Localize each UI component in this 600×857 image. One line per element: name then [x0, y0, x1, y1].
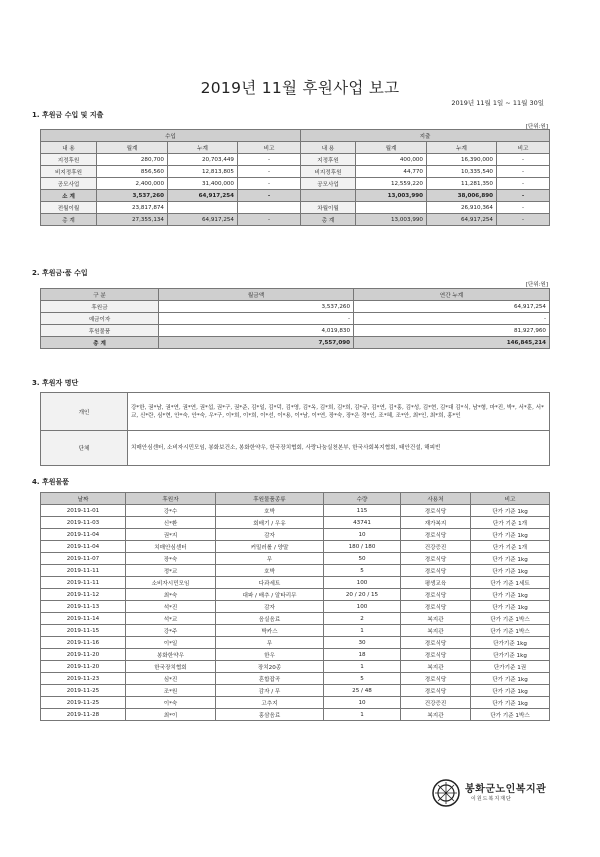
cell: 115	[324, 505, 401, 517]
cell: 단가 기준 1박스	[471, 613, 550, 625]
col-header: 내 용	[301, 142, 356, 154]
cell: 예금이자	[41, 313, 159, 325]
cell: 단가 기준 1kg	[471, 565, 550, 577]
cell: -	[238, 214, 301, 226]
col-header: 월금액	[159, 289, 354, 301]
group-donors: 치매안심센터, 소비자시민모임, 봉화보건소, 봉화한약우, 한국장치협회, 사랑나눔실천본부, 한국사회복지협회, 태안건설, 해피빈	[128, 431, 550, 466]
cell: 2019-11-20	[41, 661, 126, 673]
cell: 한우	[216, 649, 324, 661]
cell: 20,703,449	[168, 154, 238, 166]
cell: 경로식당	[401, 505, 471, 517]
cell: 7,557,090	[159, 337, 354, 349]
cell: 3,537,260	[159, 301, 354, 313]
unit-label-2: [단위:원]	[525, 282, 548, 288]
cell: 심*진	[126, 673, 216, 685]
cell: 총 계	[41, 337, 159, 349]
individual-label: 개인	[41, 393, 128, 431]
cell: 대파 / 배추 / 알타리무	[216, 589, 324, 601]
cell: 호박	[216, 505, 324, 517]
col-header: 후원자	[126, 493, 216, 505]
cell: 차월이월	[301, 202, 356, 214]
cell: 경로식당	[401, 565, 471, 577]
col-header: 날짜	[41, 493, 126, 505]
cell: 최*숙	[126, 589, 216, 601]
cell: 2019-11-04	[41, 541, 126, 553]
cell: 호박	[216, 565, 324, 577]
cell	[301, 190, 356, 202]
cell: 2	[324, 613, 401, 625]
cell: 복지관	[401, 613, 471, 625]
cell: 단가 기준 1kg	[471, 685, 550, 697]
cell: 856,560	[97, 166, 168, 178]
cell: 단가기준 1kg	[471, 637, 550, 649]
cell: 이*일	[126, 637, 216, 649]
total-row	[41, 214, 550, 226]
table-header-row	[41, 142, 550, 154]
cell: 10	[324, 697, 401, 709]
table-row	[41, 637, 550, 649]
cell: 경로식당	[401, 529, 471, 541]
cell: 50	[324, 553, 401, 565]
income-expense-table	[40, 129, 550, 226]
cell: -	[238, 190, 301, 202]
cell: 공모사업	[301, 178, 356, 190]
cell: 석*교	[126, 613, 216, 625]
cell: 12,559,220	[356, 178, 427, 190]
table-row	[41, 553, 550, 565]
cell: 단가 기준 1kg	[471, 673, 550, 685]
income-header: 수입	[41, 130, 301, 142]
cell: 10	[324, 529, 401, 541]
report-period: 2019년 11월 1일 ~ 11월 30일	[451, 99, 544, 107]
cell: 43741	[324, 517, 401, 529]
cell: 2019-11-15	[41, 625, 126, 637]
table-header-row	[41, 493, 550, 505]
cell: 커밀러롤 / 양말	[216, 541, 324, 553]
cell: 180 / 180	[324, 541, 401, 553]
cell: 2019-11-23	[41, 673, 126, 685]
cell: 2019-11-16	[41, 637, 126, 649]
cell: 12,813,805	[168, 166, 238, 178]
cell: 1	[324, 625, 401, 637]
cell: -	[497, 202, 550, 214]
col-header: 월계	[356, 142, 427, 154]
cell: 권*지	[126, 529, 216, 541]
cell: 후원금	[41, 301, 159, 313]
table-row	[41, 661, 550, 673]
cell: 단가 기준 1세트	[471, 577, 550, 589]
table-row	[41, 541, 550, 553]
col-header: 수량	[324, 493, 401, 505]
cell: 1	[324, 709, 401, 721]
table-row	[41, 709, 550, 721]
cell: 건강증진	[401, 697, 471, 709]
cell: -	[238, 178, 301, 190]
cell: 조*원	[126, 685, 216, 697]
cell: 단가기준 1권	[471, 661, 550, 673]
cell	[168, 202, 238, 214]
table-row	[41, 673, 550, 685]
cell: -	[497, 190, 550, 202]
cell: 복지관	[401, 661, 471, 673]
page-title: 2019년 11월 후원사업 보고	[200, 79, 400, 97]
cell: 단가 기준 1박스	[471, 625, 550, 637]
cell: 400,000	[356, 154, 427, 166]
table-row	[41, 529, 550, 541]
cell: 18	[324, 649, 401, 661]
cell: 2019-11-12	[41, 589, 126, 601]
total-row	[41, 337, 550, 349]
col-header: 구 분	[41, 289, 159, 301]
cell: 홍삼음료	[216, 709, 324, 721]
cell: 10,335,540	[427, 166, 497, 178]
cell: 감자	[216, 529, 324, 541]
cell: 100	[324, 601, 401, 613]
group-label: 단체	[41, 431, 128, 466]
cell: 5	[324, 565, 401, 577]
cell: 공모사업	[41, 178, 97, 190]
col-header: 비고	[497, 142, 550, 154]
col-header: 내 용	[41, 142, 97, 154]
cell: 2019-11-04	[41, 529, 126, 541]
cell: 경로식당	[401, 685, 471, 697]
cell: 2019-11-20	[41, 649, 126, 661]
table-row	[41, 505, 550, 517]
cell: 30	[324, 637, 401, 649]
cell: 건강증진	[401, 541, 471, 553]
cell: -	[497, 178, 550, 190]
cell: 단가 기준 1개	[471, 541, 550, 553]
cell: -	[238, 166, 301, 178]
cell: 고추지	[216, 697, 324, 709]
cell: -	[354, 313, 550, 325]
expense-header: 지출	[301, 130, 550, 142]
cell: 최*이	[126, 709, 216, 721]
table-row	[41, 697, 550, 709]
table-row	[41, 325, 550, 337]
table-row	[41, 685, 550, 697]
table-row	[41, 301, 550, 313]
cell: 2019-11-13	[41, 601, 126, 613]
col-header: 사용처	[401, 493, 471, 505]
col-header: 월계	[97, 142, 168, 154]
section-2-heading: 2. 후원금·품 수입	[32, 269, 88, 277]
cell: 경로식당	[401, 601, 471, 613]
cell: 2019-11-03	[41, 517, 126, 529]
table-row	[41, 178, 550, 190]
cell: 단가 기준 1개	[471, 517, 550, 529]
cell: 64,917,254	[354, 301, 550, 313]
cell: 소비자시민모임	[126, 577, 216, 589]
cell: 27,355,134	[97, 214, 168, 226]
cell: 강*주	[126, 625, 216, 637]
cell: 26,910,364	[427, 202, 497, 214]
table-row	[41, 589, 550, 601]
cell: 13,003,990	[356, 190, 427, 202]
table-row	[41, 202, 550, 214]
cell: 무	[216, 553, 324, 565]
col-header: 누계	[427, 142, 497, 154]
cell: 64,917,254	[427, 214, 497, 226]
donation-income-table	[40, 288, 550, 349]
cell: 경로식당	[401, 637, 471, 649]
table-header-row	[41, 289, 550, 301]
cell: 단가 기준 1kg	[471, 601, 550, 613]
cell: 단가 기준 1kg	[471, 589, 550, 601]
cell: 복지관	[401, 625, 471, 637]
col-header: 후원물품종류	[216, 493, 324, 505]
cell: 정*교	[126, 565, 216, 577]
cell: 혼합잡곡	[216, 673, 324, 685]
cell: 한국장치협회	[126, 661, 216, 673]
donor-list-table	[40, 392, 550, 466]
section-1-heading: 1. 후원금 수입 및 지출	[32, 111, 104, 119]
cell: 치매안심센터	[126, 541, 216, 553]
table-row	[41, 565, 550, 577]
cell: 단가 기준 1kg	[471, 697, 550, 709]
cell: 100	[324, 577, 401, 589]
cell: 전월이월	[41, 202, 97, 214]
cell: 후원물품	[41, 325, 159, 337]
table-row	[41, 601, 550, 613]
cell: -	[238, 154, 301, 166]
table-row	[41, 154, 550, 166]
organization-name: 봉화군노인복지관	[465, 784, 547, 795]
cell: 11,281,350	[427, 178, 497, 190]
cell: 13,003,990	[356, 214, 427, 226]
cell: 2019-11-25	[41, 685, 126, 697]
table-row	[41, 166, 550, 178]
cell: 경로식당	[401, 589, 471, 601]
cell: 2019-11-11	[41, 577, 126, 589]
cell: 무	[216, 637, 324, 649]
cell	[238, 202, 301, 214]
col-header: 비고	[471, 493, 550, 505]
cell: 280,700	[97, 154, 168, 166]
cell: -	[159, 313, 354, 325]
cell: 장치20종	[216, 661, 324, 673]
table-row	[41, 431, 550, 466]
cell: 신*환	[126, 517, 216, 529]
cell: 20 / 20 / 15	[324, 589, 401, 601]
cell: 16,390,000	[427, 154, 497, 166]
cell: -	[497, 166, 550, 178]
cell: 2019-11-01	[41, 505, 126, 517]
table-row	[41, 517, 550, 529]
cell: 23,817,874	[97, 202, 168, 214]
cell: 2019-11-11	[41, 565, 126, 577]
cell: 감자	[216, 601, 324, 613]
cell: 박카스	[216, 625, 324, 637]
table-row	[41, 625, 550, 637]
cell: -	[497, 154, 550, 166]
cell: 봉화한약우	[126, 649, 216, 661]
cell: 2019-11-28	[41, 709, 126, 721]
cell: 다과세트	[216, 577, 324, 589]
cell: 지정후원	[301, 154, 356, 166]
cell: 44,770	[356, 166, 427, 178]
cell: 경로식당	[401, 673, 471, 685]
cell: 지정후원	[41, 154, 97, 166]
cell: 평생교육	[401, 577, 471, 589]
cell: 3,537,260	[97, 190, 168, 202]
col-header: 연간 누계	[354, 289, 550, 301]
individual-donors: 강*한, 권*남, 권*연, 권*연, 권*섭, 권*구, 권*준, 김*일, 김*덕, 김*영, 김*옥, 김*희, 김*희, 김*규, 김*연, 김*홍, 김*성, 김*현, 김*대 김*식, 남*형, 마*진, 박*, 서*훈, 서*교, 신*란, 심*현, 안*숙, 안*숙, 우*구, 이*희, 이*희, 이*선, 이*용, 이*남, 이*연, 장*숙, 장*은 정*인, 조*혜, 조*안, 최*인, 최*희, 홍*인	[128, 393, 550, 431]
table-row	[41, 393, 550, 431]
col-header: 누계	[168, 142, 238, 154]
cell: 이*숙	[126, 697, 216, 709]
table-row	[41, 577, 550, 589]
section-3-heading: 3. 후원자 명단	[32, 379, 79, 387]
subtotal-row	[41, 190, 550, 202]
cell: -	[497, 214, 550, 226]
cell: 단가기준 1kg	[471, 649, 550, 661]
organization-subname: 이원드복지재단	[471, 796, 512, 802]
cell: 2019-11-07	[41, 553, 126, 565]
cell: 단가 기준 1kg	[471, 553, 550, 565]
cell: 경로식당	[401, 553, 471, 565]
cell: 81,927,960	[354, 325, 550, 337]
seal-emblem-icon	[431, 778, 461, 808]
section-4-heading: 4. 후원물품	[32, 478, 70, 486]
unit-label-1: [단위:원]	[525, 124, 548, 130]
cell: 25 / 48	[324, 685, 401, 697]
cell: 석*진	[126, 601, 216, 613]
cell: 장*숙	[126, 553, 216, 565]
cell: 비지정후원	[41, 166, 97, 178]
cell: 복지관	[401, 709, 471, 721]
cell: 감자 / 무	[216, 685, 324, 697]
cell: 38,006,890	[427, 190, 497, 202]
cell: 회배기 / 우유	[216, 517, 324, 529]
table-row	[41, 649, 550, 661]
cell: 64,917,254	[168, 214, 238, 226]
cell: 146,845,214	[354, 337, 550, 349]
cell: 단가 기준 1kg	[471, 529, 550, 541]
table-row	[41, 313, 550, 325]
cell: 단가 기준 1박스	[471, 709, 550, 721]
cell: 총 계	[301, 214, 356, 226]
cell: 재가복지	[401, 517, 471, 529]
cell	[356, 202, 427, 214]
cell: 5	[324, 673, 401, 685]
cell: 2019-11-14	[41, 613, 126, 625]
cell: 소 계	[41, 190, 97, 202]
cell: 경로식당	[401, 649, 471, 661]
table-row	[41, 613, 550, 625]
cell: 단가 기준 1kg	[471, 505, 550, 517]
cell: 음실음료	[216, 613, 324, 625]
cell: 64,917,254	[168, 190, 238, 202]
cell: 1	[324, 661, 401, 673]
donated-goods-table	[40, 492, 550, 721]
col-header: 비고	[238, 142, 301, 154]
cell: 강*수	[126, 505, 216, 517]
organization-logo	[431, 778, 561, 810]
cell: 31,400,000	[168, 178, 238, 190]
cell: 총 계	[41, 214, 97, 226]
cell: 2,400,000	[97, 178, 168, 190]
cell: 4,019,830	[159, 325, 354, 337]
cell: 2019-11-25	[41, 697, 126, 709]
cell: 비지정후원	[301, 166, 356, 178]
